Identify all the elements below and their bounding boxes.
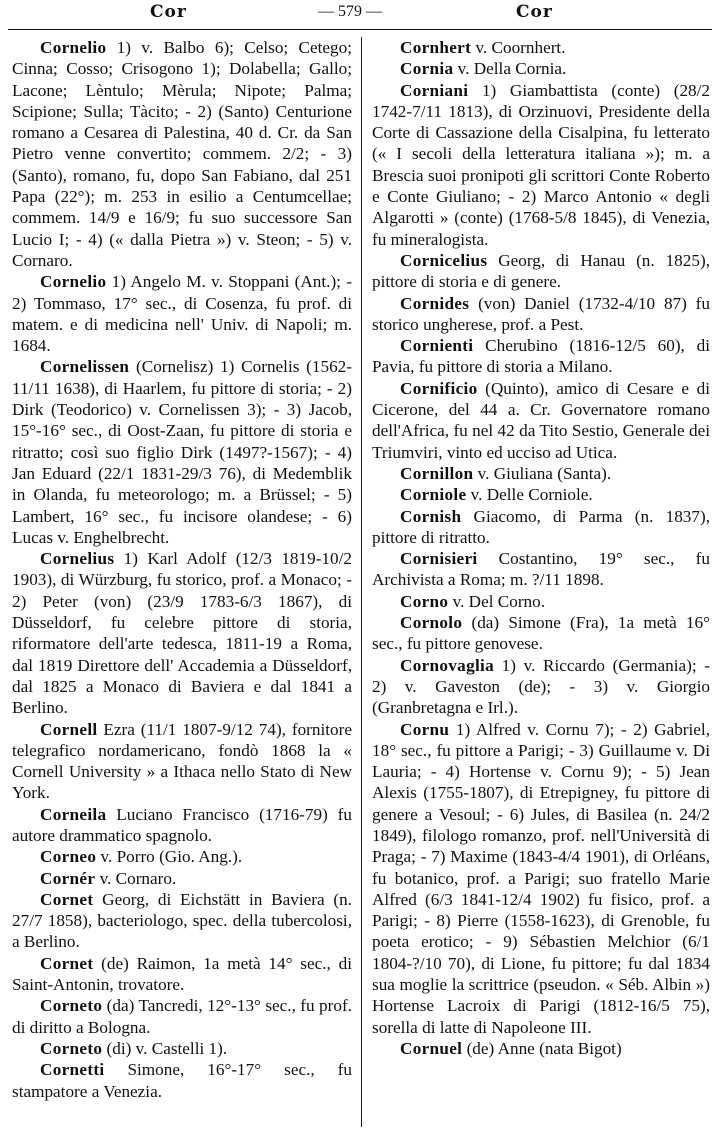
dictionary-entry [372, 655, 710, 719]
entry-headword: Cornienti [400, 336, 474, 356]
dictionary-entry [12, 356, 352, 548]
entry-headword: Cornolo [400, 613, 463, 633]
entry-text: (da) Tancredi, 12°-13° sec., fu prof. di diritto a Bologna. [12, 996, 352, 1037]
entry-headword: Cornelissen [40, 357, 130, 377]
entry-text: 1) Angelo M. v. Stoppani (Ant.); - 2) Tommaso, 17° sec., di Cosenza, fu prof. di matem. e di medicina nell' Univ. di Napoli; m. 1684. [12, 272, 352, 356]
entry-text: Giacomo, di Parma (n. 1837), pittore di ritratto. [372, 506, 710, 547]
entry-text: (de) Raimon, 1a metà 14° sec., di Saint-Antonin, trovatore. [12, 953, 352, 995]
dictionary-entry [372, 378, 710, 463]
entry-headword: Corno [400, 591, 449, 611]
dictionary-entry [12, 868, 352, 889]
page-header [0, 0, 718, 30]
dictionary-entry [372, 1038, 710, 1059]
dictionary-entry [12, 271, 352, 356]
entry-headword: Cornuel [400, 1038, 463, 1058]
entry-headword: Cornell [40, 719, 98, 739]
entry-text: v. Coornhert. [471, 38, 566, 57]
entry-headword: Corniani [400, 80, 469, 100]
entry-headword: Cornides [400, 293, 470, 313]
dictionary-entry [372, 250, 710, 293]
dictionary-entry [372, 484, 710, 505]
left-column [12, 37, 352, 1102]
entry-headword: Cornelio [40, 38, 107, 57]
entry-headword: Corneto [40, 1038, 103, 1058]
dictionary-entry [372, 293, 710, 336]
entry-text: v. Del Corno. [448, 591, 546, 611]
header-rule [8, 29, 712, 30]
dictionary-entry [12, 1038, 352, 1059]
dictionary-entry [12, 548, 352, 718]
header-right-guideword: Cor [516, 2, 553, 22]
entry-text: 1) v. Balbo 6); Celso; Cetego; Cinna; Cosso; Crisogono 1); Dolabella; Gallo; Lacone; Lèntulo; Mèrula; Nipote; Palma; Scipione; Sulla; Tàcito; - 2) (Santo) Centurione romano a Cesarea di Palestina, 40 d. Cr. da San Pietro venne convertito; commem. 2/2; - 3) (Santo), romano, fu, dopo San Fabiano, dal 251 Papa (22°); m. 253 in esilio a Centumcellae; commem. 14/9 e 16/9; fu suo successore San Lucio I; - 4) (« dalla Pietra ») v. Steon; - 5) v. Cornaro. [12, 38, 352, 270]
column-divider [361, 37, 362, 1127]
entry-text: Costantino, 19° sec., fu Archivista a Roma; m. ?/11 1898. [372, 549, 710, 590]
right-column [372, 37, 710, 1059]
header-left-guideword: Cor [150, 2, 187, 22]
entry-text: Georg, di Eichstätt in Baviera (n. 27/7 1858), bacteriologo, spec. della tubercolosi, a Berlino. [12, 889, 352, 952]
entry-text: 1) Karl Adolf (12/3 1819-10/2 1903), di Würzburg, fu storico, prof. a Monaco; - 2) Peter (von) (23/9 1783-6/3 1867), di Düsseldorf, fu celebre pittore di storia, riformatore dell'arte tedesca, 1811-19 a Roma, dal 1819 Direttore dell' Accademia a Düsseldorf, dal 1825 a Monaco di Baviera e dal 1841 a Berlino. [12, 549, 352, 718]
entry-text: 1) v. Riccardo (Germania); - 2) v. Gaveston (de); - 3) v. Giorgio (Granbretagna e Irl.). [372, 655, 710, 718]
entry-text: Simone, 16°-17° sec., fu stampatore a Venezia. [12, 1060, 352, 1101]
dictionary-entry [12, 889, 352, 953]
dictionary-entry [12, 719, 352, 804]
dictionary-entry [372, 591, 710, 612]
entry-headword: Cornish [400, 506, 462, 526]
entry-headword: Cornet [40, 953, 94, 973]
entry-text: (de) Anne (nata Bigot) [462, 1038, 622, 1058]
dictionary-entry [372, 612, 710, 655]
entry-text: 1) Giambattista (conte) (28/2 1742-7/11 1813), di Orzinuovi, Presidente della Corte di Cassazione della Cisalpina, fu letterato (« I secoli della letteratura italiana »); m. a Brescia suoi pronipoti gli scrittori Conte Roberto e Conte Giuliano; - 2) Marco Antonio « degli Algarotti » (conte) (1768-5/8 1845), di Venezia, fu mineralogista. [372, 80, 710, 249]
entry-headword: Cornér [40, 868, 96, 888]
dictionary-entry [372, 37, 710, 58]
entry-headword: Cornovaglia [400, 655, 495, 675]
entry-text: (di) v. Castelli 1). [102, 1038, 228, 1058]
page-number: — 579 — [318, 3, 382, 20]
entry-text: v. Giuliana (Santa). [473, 463, 612, 483]
entry-headword: Cornhert [400, 38, 472, 57]
entry-text: (Cornelisz) 1) Cornelis (1562-11/11 1638), di Haarlem, fu pittore di storia; - 2) Dirk (Teodorico) v. Cornelissen 3); - 3) Jacob, 15°-16° sec., di Oost-Zaan, fu pittore di storia e ritratto; così suo figlio Dirk (1497?-1567); - 4) Jan Eduard (22/1 1831-29/3 76), di Medemblik in Olanda, fu meteorologo; m. a Brüssel; - 5) Lambert, 16° sec., fu incisore olandese; - 6) Lucas v. Enghelbrecht. [12, 357, 352, 547]
entry-text: (Quinto), amico di Cesare e di Cicerone, del 44 a. Cr. Governatore romano dell'Africa, fu nel 42 da Tito Sestio, Generale dei Triumviri, vinto ed ucciso ad Utica. [372, 378, 710, 462]
entry-headword: Corneto [40, 996, 103, 1016]
dictionary-entry [372, 463, 710, 484]
entry-headword: Cornetti [40, 1060, 105, 1080]
entry-text: Luciano Francisco (1716-79) fu autore drammatico spagnolo. [12, 804, 352, 845]
entry-headword: Cornu [400, 719, 450, 739]
entry-headword: Cornelius [40, 549, 115, 569]
entry-text: v. Cornaro. [95, 868, 177, 888]
entry-text: Ezra (11/1 1807-9/12 74), fornitore telegrafico nordamericano, fondò 1868 la « Cornell University » a Ithaca nello Stato di New York. [12, 719, 352, 803]
dictionary-entry [12, 995, 352, 1038]
dictionary-entry [372, 58, 710, 79]
entry-headword: Corneila [40, 804, 107, 824]
dictionary-entry [12, 846, 352, 867]
entry-headword: Corneo [40, 847, 97, 867]
dictionary-entry [372, 719, 710, 1038]
entry-headword: Cornelio [40, 272, 107, 292]
dictionary-entry [372, 548, 710, 591]
entry-text: 1) Alfred v. Cornu 7); - 2) Gabriel, 18° sec., fu pittore a Parigi; - 3) Guillaume v. Di Lauria; - 4) Hortense v. Cornu 9); - 5) Jean Alexis (1755-1807), di Etrepigney, fu pittore di genere a Vesoul; - 6) Jules, di Basilea (n. 24/2 1849), filologo romanzo, prof. nell'Università di Praga; - 7) Maxime (1843-4/4 1901), di Orléans, fu botanico, prof. a Parigi; suo fratello Marie Alfred (6/3 1841-12/4 1902) fu fisico, prof. a Parigi; - 8) Pierre (1558-1623), di Grenoble, fu poeta erotico; - 9) Sébastien Melchior (6/1 1804-?/10 70), di Lione, fu pittore; fu dal 1834 sua moglie la scrittrice (pseudon. « Séb. Albin ») Hortense Lacroix di Parigi (1812-16/5 75), sorella di latte di Napoleone III. [372, 719, 710, 1037]
entry-headword: Cornillon [400, 463, 474, 483]
entry-text: v. Delle Corniole. [466, 485, 593, 505]
dictionary-entry [372, 335, 710, 378]
entry-text: (von) Daniel (1732-4/10 87) fu storico ungherese, prof. a Pest. [372, 293, 710, 334]
dictionary-entry [372, 80, 710, 250]
entry-headword: Corniole [400, 485, 467, 505]
entry-headword: Cornisieri [400, 549, 478, 569]
entry-text: (da) Simone (Fra), 1a metà 16° sec., fu pittore genovese. [372, 613, 710, 654]
entry-text: Georg, di Hanau (n. 1825), pittore di storia e di genere. [372, 250, 710, 292]
entry-text: v. Porro (Gio. Ang.). [96, 847, 243, 867]
dictionary-entry [372, 506, 710, 549]
dictionary-entry [12, 804, 352, 847]
entry-headword: Cornet [40, 889, 94, 909]
entry-text: v. Della Cornia. [453, 59, 567, 79]
entry-headword: Cornia [400, 59, 454, 79]
entry-headword: Cornificio [400, 378, 478, 398]
dictionary-entry [12, 1059, 352, 1102]
entry-headword: Cornicelius [400, 250, 488, 270]
dictionary-entry [12, 37, 352, 271]
dictionary-entry [12, 953, 352, 996]
entry-text: Cherubino (1816-12/5 60), di Pavia, fu pittore di storia a Milano. [372, 336, 710, 377]
